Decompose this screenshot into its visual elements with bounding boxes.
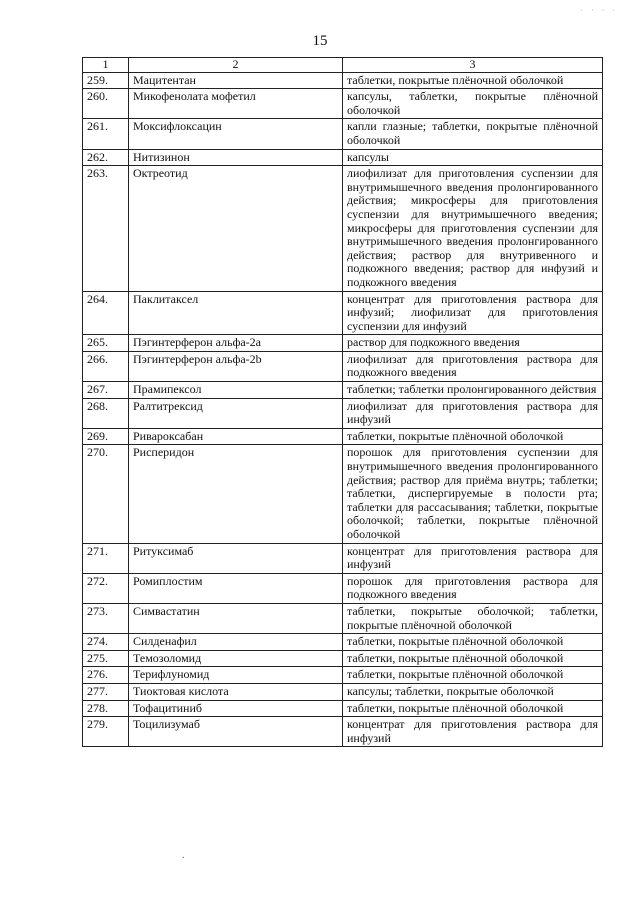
table-row (83, 700, 603, 717)
row-number: 264. (83, 291, 129, 335)
table-row (83, 119, 603, 149)
dosage-form: таблетки, покрытые плёночной оболочкой (343, 700, 603, 717)
page-number: 15 (312, 33, 328, 49)
table-row (83, 351, 603, 381)
drug-name: Симвастатин (129, 603, 343, 633)
drug-name: Паклитаксел (129, 291, 343, 335)
drug-name: Мацитентан (129, 72, 343, 89)
column-header-form: 3 (343, 58, 603, 73)
drug-name: Терифлуномид (129, 667, 343, 684)
table-row (83, 72, 603, 89)
dosage-form: таблетки; таблетки пролонгированного действия (343, 382, 603, 399)
drug-name: Силденафил (129, 634, 343, 651)
row-number: 276. (83, 667, 129, 684)
table-row (83, 445, 603, 543)
dosage-form: раствор для подкожного введения (343, 335, 603, 352)
drug-name: Рисперидон (129, 445, 343, 543)
row-number: 269. (83, 428, 129, 445)
drug-name: Ромиплостим (129, 573, 343, 603)
drug-name: Тоцилизумаб (129, 717, 343, 747)
dosage-form: порошок для приготовления раствора для подкожного введения (343, 573, 603, 603)
row-number: 272. (83, 573, 129, 603)
drug-table (82, 57, 603, 747)
dosage-form: лиофилизат для приготовления раствора для подкожного введения (343, 351, 603, 381)
table-row (83, 573, 603, 603)
row-number: 266. (83, 351, 129, 381)
row-number: 279. (83, 717, 129, 747)
row-number: 259. (83, 72, 129, 89)
row-number: 268. (83, 398, 129, 428)
table-row (83, 717, 603, 747)
column-header-name: 2 (129, 58, 343, 73)
row-number: 273. (83, 603, 129, 633)
row-number: 260. (83, 89, 129, 119)
row-number: 274. (83, 634, 129, 651)
table-row (83, 398, 603, 428)
row-number: 277. (83, 683, 129, 700)
dosage-form: таблетки, покрытые плёночной оболочкой (343, 428, 603, 445)
dosage-form: капсулы (343, 149, 603, 166)
dosage-form: капсулы; таблетки, покрытые оболочкой (343, 683, 603, 700)
table-row (83, 650, 603, 667)
drug-name: Ривароксабан (129, 428, 343, 445)
drug-name: Нитизинон (129, 149, 343, 166)
row-number: 265. (83, 335, 129, 352)
drug-name: Ритуксимаб (129, 543, 343, 573)
dosage-form: концентрат для приготовления раствора для инфузий; лиофилизат для приготовления суспензии для инфузий (343, 291, 603, 335)
dosage-form: лиофилизат для приготовления суспензии для внутримышечного введения пролонгированного действия; микросферы для приготовления суспензии для внутримышечного введения; микросферы для приготовления суспензии для внутримышечного введения пролонгированного действия; раствор для внутривенного и подкожного введения; раствор для инфузий и подкожного введения (343, 166, 603, 291)
drug-name: Темозоломид (129, 650, 343, 667)
dosage-form: капли глазные; таблетки, покрытые плёночной оболочкой (343, 119, 603, 149)
drug-name: Прамипексол (129, 382, 343, 399)
dosage-form: концентрат для приготовления раствора для инфузий (343, 543, 603, 573)
row-number: 263. (83, 166, 129, 291)
table-row (83, 149, 603, 166)
column-header-number: 1 (83, 58, 129, 73)
row-number: 267. (83, 382, 129, 399)
drug-name: Моксифлоксацин (129, 119, 343, 149)
dosage-form: таблетки, покрытые плёночной оболочкой (343, 72, 603, 89)
table-row (83, 634, 603, 651)
dosage-form: таблетки, покрытые плёночной оболочкой (343, 634, 603, 651)
table-row (83, 683, 603, 700)
table-row (83, 291, 603, 335)
row-number: 278. (83, 700, 129, 717)
table-row (83, 543, 603, 573)
row-number: 275. (83, 650, 129, 667)
table-row (83, 667, 603, 684)
row-number: 262. (83, 149, 129, 166)
table-row (83, 166, 603, 291)
drug-name: Тофацитиниб (129, 700, 343, 717)
table-row (83, 89, 603, 119)
dosage-form: лиофилизат для приготовления раствора для инфузий (343, 398, 603, 428)
drug-name: Ралтитрексид (129, 398, 343, 428)
dosage-form: концентрат для приготовления раствора для инфузий (343, 717, 603, 747)
drug-name: Пэгинтерферон альфа-2a (129, 335, 343, 352)
table-header-row (83, 58, 603, 73)
table-row (83, 335, 603, 352)
row-number: 270. (83, 445, 129, 543)
row-number: 271. (83, 543, 129, 573)
bottom-mark: . (182, 850, 185, 861)
drug-name: Микофенолата мофетил (129, 89, 343, 119)
dosage-form: порошок для приготовления суспензии для внутримышечного введения пролонгированного действия; раствор для приёма внутрь; таблетки; таблетки, диспергируемые в полости рта; таблетки для рассасывания; таблетки, покрытые оболочкой; таблетки, покрытые плёночной оболочкой (343, 445, 603, 543)
corner-mark: · · · · (580, 6, 618, 15)
table-row (83, 603, 603, 633)
dosage-form: таблетки, покрытые плёночной оболочкой (343, 667, 603, 684)
row-number: 261. (83, 119, 129, 149)
drug-name: Пэгинтерферон альфа-2b (129, 351, 343, 381)
table-row (83, 382, 603, 399)
drug-name: Октреотид (129, 166, 343, 291)
dosage-form: капсулы, таблетки, покрытые плёночной оболочкой (343, 89, 603, 119)
dosage-form: таблетки, покрытые оболочкой; таблетки, покрытые плёночной оболочкой (343, 603, 603, 633)
table-body (83, 72, 603, 747)
dosage-form: таблетки, покрытые плёночной оболочкой (343, 650, 603, 667)
table-row (83, 428, 603, 445)
drug-name: Тиоктовая кислота (129, 683, 343, 700)
